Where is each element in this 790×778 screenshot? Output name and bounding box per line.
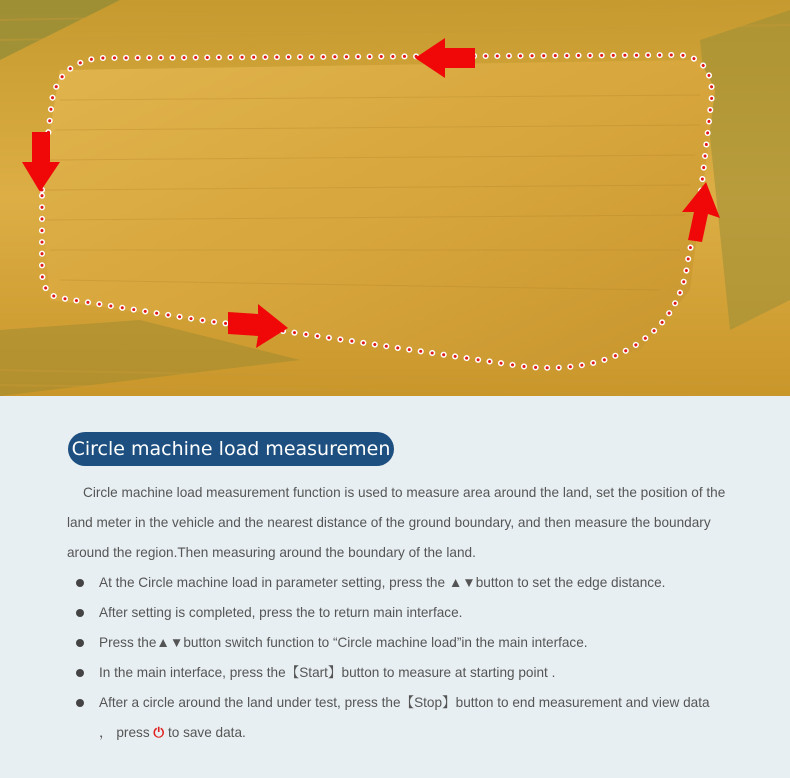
list-item: After setting is completed, press the to return main interface. — [67, 598, 747, 628]
section-title: Circle machine load measuremen — [68, 432, 394, 466]
bullet-icon — [76, 609, 84, 617]
list-item: After a circle around the land under test, press the【Stop】button to end measurement and view data ， press ⏻ to save data. — [67, 688, 747, 748]
description-paragraph — [67, 478, 747, 568]
description-section — [0, 396, 790, 778]
bullet-icon — [76, 699, 84, 707]
steps-list — [67, 568, 747, 748]
list-item: Press the▲▼button switch function to “Circle machine load”in the main interface. — [67, 628, 747, 658]
list-item: In the main interface, press the【Start】button to measure at starting point . — [67, 658, 747, 688]
paragraph-text: Circle machine load measurement function is used to measure area around the land, set the position of the land meter in the vehicle and the nearest distance of the ground boundary, and then measure the boundary around the region.Then measuring around the boundary of the land. — [67, 485, 726, 560]
power-icon: ⏻ — [153, 725, 165, 740]
last-line-suffix: to save data. — [167, 725, 246, 740]
bullet-icon — [76, 639, 84, 647]
bullet-icon — [76, 579, 84, 587]
list-item: At the Circle machine load in parameter setting, press the ▲▼button to set the edge distance. — [67, 568, 747, 598]
last-line-prefix: ， press — [99, 725, 150, 740]
bullet-icon — [76, 669, 84, 677]
